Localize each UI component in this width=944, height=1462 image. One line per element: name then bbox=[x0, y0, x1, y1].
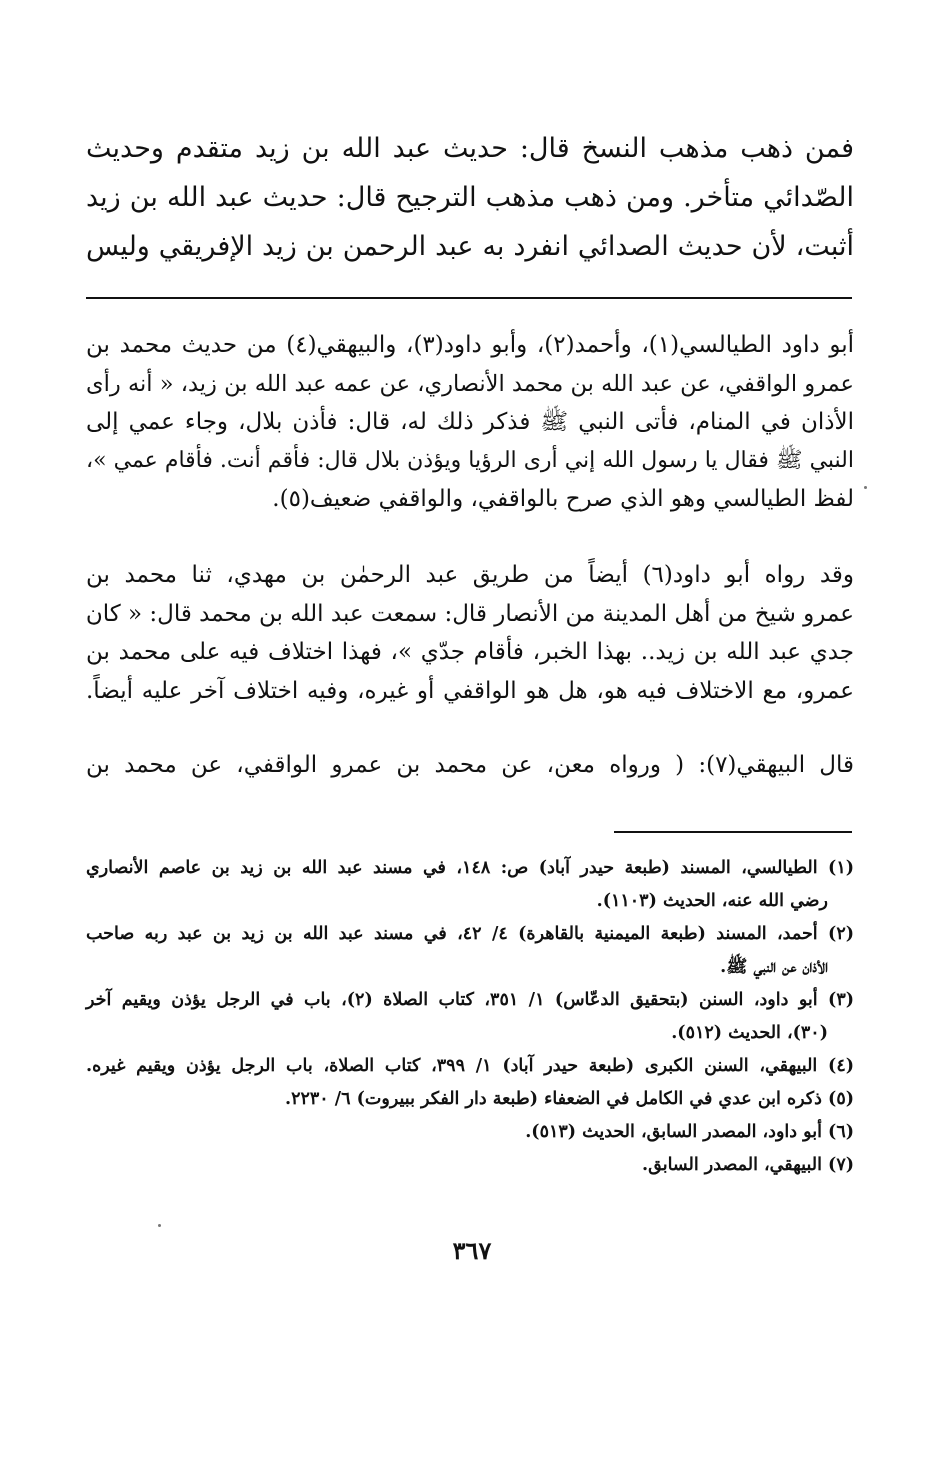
footnote-line: (٧) البيهقي، المصدر السابق. bbox=[642, 1155, 854, 1175]
main-paragraph-line: فمن ذهب مذهب النسخ قال: حديث عبد الله بن زيد متقدم وحديث bbox=[86, 133, 854, 164]
page-number: ٣٦٧ bbox=[452, 1236, 492, 1265]
footnote-line: (٣) أبو داود، السنن (بتحقيق الدعّاس) ١/ ٣٥١، كتاب الصلاة (٢)، باب في الرجل يؤذن ويقيم آخر bbox=[86, 990, 854, 1010]
commentary-line: عمرو، مع الاختلاف فيه هو، هل هو الواقفي أو غيره، وفيه اختلاف آخر عليه أيضاً. bbox=[86, 677, 854, 704]
commentary-line: قال البيهقي(٧): ( ورواه معن، عن محمد بن عمرو الواقفي، عن محمد بن bbox=[86, 752, 854, 778]
footnote-line: (٣٠)، الحديث (٥١٢). bbox=[671, 1023, 828, 1043]
footnote-1 bbox=[86, 852, 854, 918]
commentary-line: وقد رواه أبو داود(٦) أيضاً من طريق عبد الرحمٰن بن مهدي، ثنا محمد بن bbox=[86, 562, 854, 588]
commentary-line: لفظ الطيالسي وهو الذي صرح بالواقفي، والواقفي ضعيف(٥). bbox=[272, 486, 854, 512]
footnote-5 bbox=[86, 1083, 854, 1116]
footnote-line: (٤) البيهقي، السنن الكبرى (طبعة حيدر آباد) ١/ ٣٩٩، كتاب الصلاة، باب الرجل يؤذن ويقيم غيره. bbox=[86, 1056, 855, 1076]
main-paragraph-line: الصّدائي متأخر. ومن ذهب مذهب الترجيح قال: حديث عبد الله بن زيد bbox=[86, 182, 854, 213]
footnote-6 bbox=[86, 1116, 854, 1149]
footnotes bbox=[86, 852, 854, 1182]
footnote-line: (٥) ذكره ابن عدي في الكامل في الضعفاء (طبعة دار الفكر ببيروت) ٦/ ٢٢٣٠. bbox=[284, 1089, 854, 1109]
main-paragraph-line: أثبت، لأن حديث الصدائي انفرد به عبد الرحمن بن زيد الإفريقي وليس bbox=[86, 231, 854, 262]
commentary-paragraph-1 bbox=[86, 326, 854, 519]
footnote-3 bbox=[86, 984, 854, 1050]
main-paragraph bbox=[86, 124, 854, 271]
commentary-paragraph-3 bbox=[86, 746, 854, 785]
commentary-line: عمرو شيخ من أهل المدينة من الأنصار قال: سمعت عبد الله بن محمد قال: « كان bbox=[85, 600, 854, 627]
footnote-line: (٢) أحمد، المسند (طبعة الميمنية بالقاهرة) ٤/ ٤٢، في مسند عبد الله بن زيد بن عبد ربه صاحب bbox=[86, 924, 854, 944]
footnote-line: رضي الله عنه، الحديث (١١٠٣). bbox=[596, 891, 828, 911]
scan-speck bbox=[158, 1224, 161, 1227]
footnote-4 bbox=[86, 1050, 854, 1083]
footnote-line: (٦) أبو داود، المصدر السابق، الحديث (٥١٣). bbox=[525, 1122, 854, 1142]
commentary-line: أبو داود الطيالسي(١)، وأحمد(٢)، وأبو داود(٣)، والبيهقي(٤) من حديث محمد بن bbox=[86, 332, 854, 358]
commentary-line: الأذان في المنام، فأتى النبي ﷺ فذكر ذلك له، قال: فأذن بلال، وجاء عمي إلى bbox=[86, 409, 854, 435]
footnotes-separator-rule bbox=[614, 831, 852, 833]
commentary-line: عمرو الواقفي، عن عبد الله بن محمد الأنصاري، عن عمه عبد الله بن زيد، « أنه رأى bbox=[86, 370, 854, 397]
footnote-7 bbox=[86, 1149, 854, 1182]
commentary-paragraph-2 bbox=[86, 556, 854, 710]
commentary-line: النبي ﷺ فقال يا رسول الله إني أرى الرؤيا ويؤذن بلال قال: فأقم أنت. فأقام عمي »، bbox=[86, 447, 854, 473]
footnote-2 bbox=[86, 918, 854, 984]
scan-speck bbox=[864, 486, 867, 489]
footnote-line: (١) الطيالسي، المسند (طبعة حيدر آباد) ص: ١٤٨، في مسند عبد الله بن زيد بن عاصم الأنصاري bbox=[86, 858, 854, 878]
main-separator-rule bbox=[86, 297, 852, 299]
commentary-line: جدي عبد الله بن زيد.. بهذا الخبر، فأقام جدّي »، فهذا اختلاف فيه على محمد بن bbox=[86, 639, 854, 665]
footnote-line: الأذان عن النبي ﷺ. bbox=[720, 957, 828, 977]
